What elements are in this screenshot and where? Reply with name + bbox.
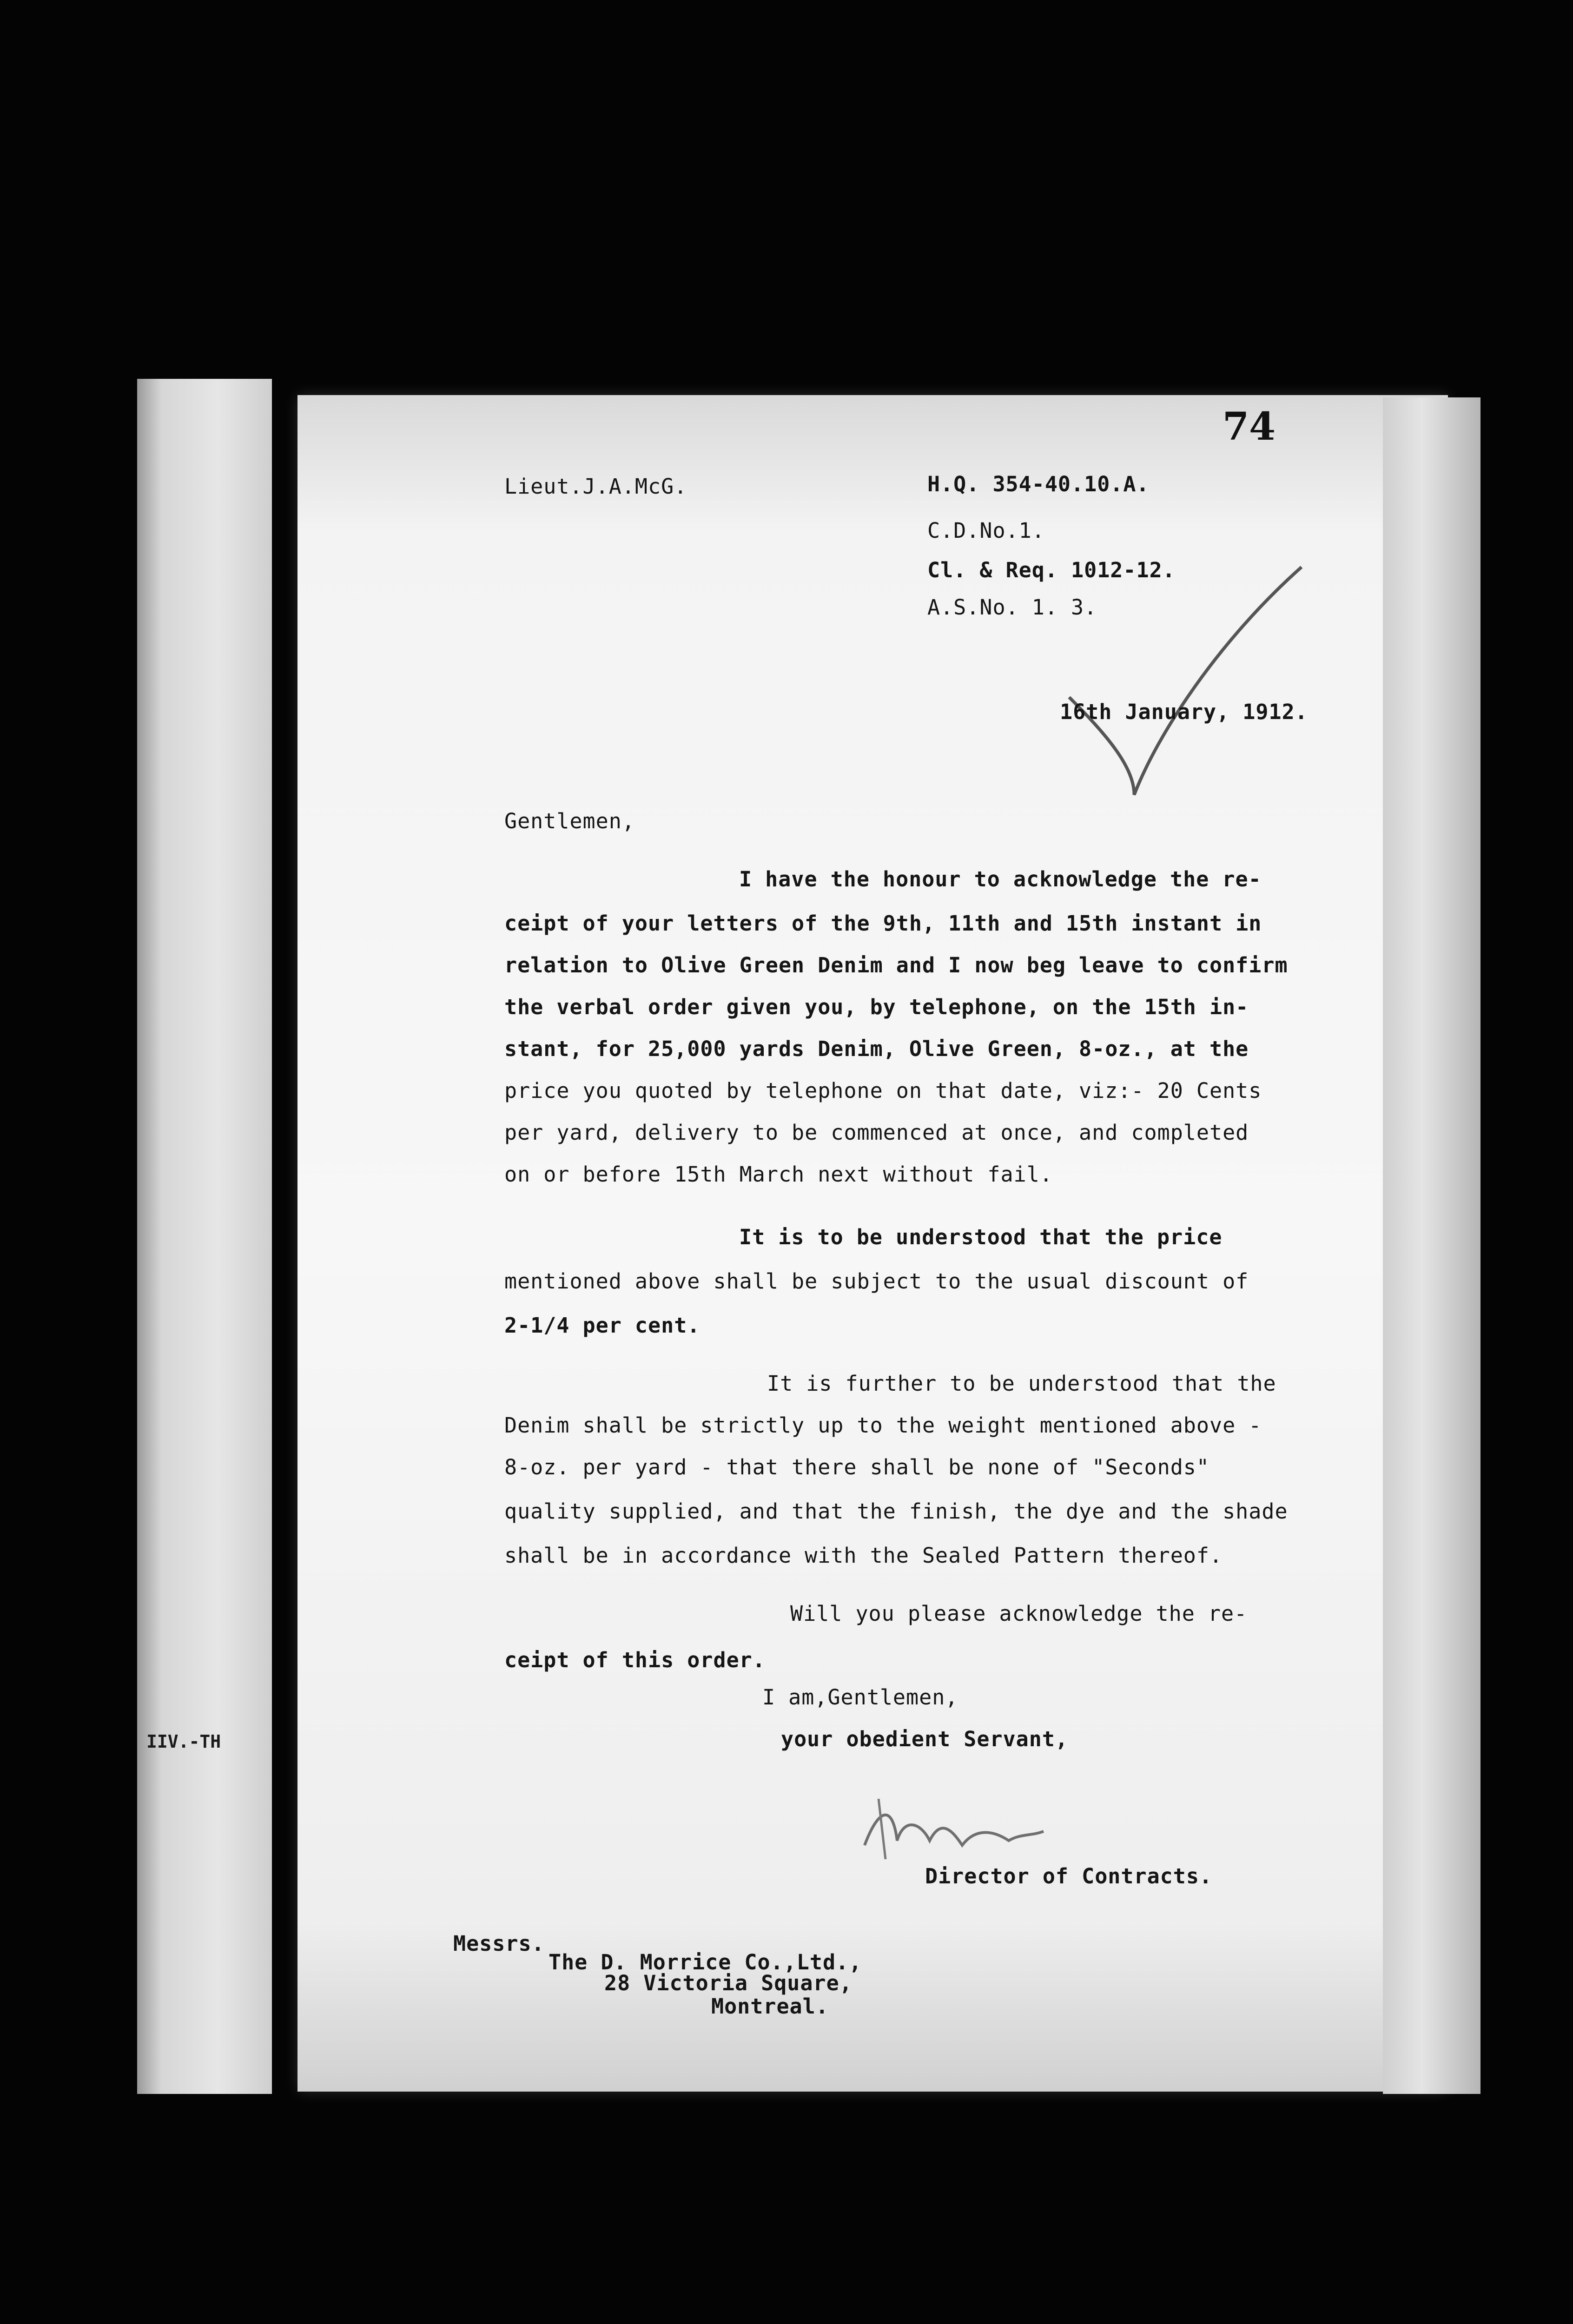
body-line: on or before 15th March next without fail. bbox=[504, 1162, 1053, 1187]
body-line: I have the honour to acknowledge the re- bbox=[739, 867, 1262, 891]
letter-date: 16th January, 1912. bbox=[1060, 700, 1308, 724]
margin-note: IIV.-TH bbox=[146, 1731, 221, 1752]
closing-line: your obedient Servant, bbox=[781, 1727, 1069, 1751]
handwritten-signature bbox=[860, 1789, 1046, 1868]
body-line: Will you please acknowledge the re- bbox=[790, 1601, 1248, 1626]
body-line: Denim shall be strictly up to the weight mentioned above - bbox=[504, 1413, 1262, 1438]
adjacent-page-strip bbox=[137, 379, 272, 2094]
file-reference: A.S.No. 1. 3. bbox=[927, 595, 1097, 620]
body-line: It is further to be understood that the bbox=[767, 1371, 1276, 1396]
body-line: ceipt of your letters of the 9th, 11th and 15th instant in bbox=[504, 911, 1262, 936]
check-mark bbox=[1051, 558, 1311, 799]
body-line: ceipt of this order. bbox=[504, 1648, 766, 1672]
body-line: the verbal order given you, by telephone, on the 15th in- bbox=[504, 995, 1249, 1019]
sender-reference: Lieut.J.A.McG. bbox=[504, 474, 687, 499]
page-number: 74 bbox=[1223, 404, 1276, 449]
body-line: 2-1/4 per cent. bbox=[504, 1313, 701, 1338]
address-city: Montreal. bbox=[711, 1994, 829, 2019]
file-reference: C.D.No.1. bbox=[927, 518, 1045, 543]
closing-line: I am,Gentlemen, bbox=[762, 1685, 958, 1710]
address-messrs: Messrs. bbox=[453, 1931, 545, 1956]
address-street: 28 Victoria Square, bbox=[604, 1971, 853, 1995]
body-line: stant, for 25,000 yards Denim, Olive Green, 8-oz., at the bbox=[504, 1037, 1249, 1061]
body-line: relation to Olive Green Denim and I now beg leave to confirm bbox=[504, 953, 1288, 977]
body-line: per yard, delivery to be commenced at once, and completed bbox=[504, 1120, 1249, 1145]
salutation: Gentlemen, bbox=[504, 809, 635, 833]
body-line: It is to be understood that the price bbox=[739, 1225, 1223, 1249]
body-line: 8-oz. per yard - that there shall be none of "Seconds" bbox=[504, 1455, 1209, 1479]
file-reference: H.Q. 354-40.10.A. bbox=[927, 472, 1150, 496]
body-line: mentioned above shall be subject to the usual discount of bbox=[504, 1269, 1249, 1294]
page-edge-strip bbox=[1383, 397, 1480, 2094]
body-line: price you quoted by telephone on that date, viz:- 20 Cents bbox=[504, 1078, 1262, 1103]
body-line: quality supplied, and that the finish, the dye and the shade bbox=[504, 1499, 1288, 1524]
body-line: shall be in accordance with the Sealed Pattern thereof. bbox=[504, 1543, 1223, 1568]
file-reference: Cl. & Req. 1012-12. bbox=[927, 558, 1176, 582]
address-company: The D. Morrice Co.,Ltd., bbox=[549, 1950, 862, 1974]
signatory-title: Director of Contracts. bbox=[925, 1864, 1213, 1888]
